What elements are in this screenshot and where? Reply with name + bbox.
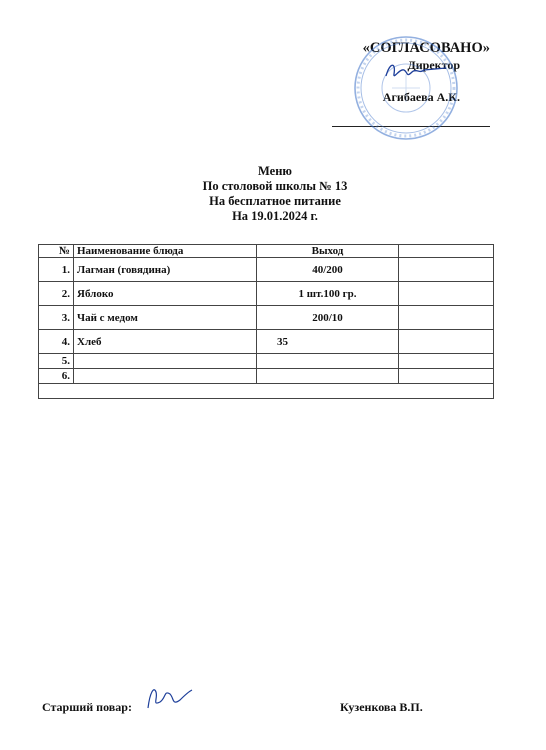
row-output: 200/10	[257, 306, 399, 330]
school-seal-stamp	[352, 34, 460, 142]
header-output: Выход	[257, 245, 399, 258]
header-extra	[399, 245, 494, 258]
row-num: 5.	[39, 354, 74, 369]
row-output: 40/200	[257, 258, 399, 282]
heading-school: По столовой школы № 13	[202, 179, 348, 193]
table-row	[39, 384, 494, 399]
row-num: 6.	[39, 369, 74, 384]
table-row	[39, 369, 494, 384]
row-output: 1 шт.100 гр.	[257, 282, 399, 306]
heading-title: Меню	[258, 164, 292, 178]
row-num: 4.	[39, 330, 74, 354]
header-num: №	[39, 245, 74, 258]
row-empty-merged	[39, 384, 494, 399]
approval-title: «СОГЛАСОВАНО»	[362, 40, 490, 56]
table-row	[39, 258, 494, 282]
row-output: 35	[257, 330, 399, 354]
row-num: 1.	[39, 258, 74, 282]
cook-signature	[142, 684, 196, 714]
row-output	[257, 369, 399, 384]
approval-name: Агибаева А.К.	[382, 90, 460, 104]
row-num: 3.	[39, 306, 74, 330]
heading-date: На 19.01.2024 г.	[232, 209, 318, 223]
menu-heading	[150, 164, 400, 224]
row-dish: Хлеб	[74, 330, 257, 354]
row-dish: Лагман (говядина)	[74, 258, 257, 282]
header-name: Наименование блюда	[74, 245, 257, 258]
cook-label: Старший повар:	[42, 700, 132, 714]
row-dish	[74, 369, 257, 384]
row-num: 2.	[39, 282, 74, 306]
row-extra	[399, 258, 494, 282]
row-extra	[399, 330, 494, 354]
table-row	[39, 330, 494, 354]
director-signature	[380, 58, 450, 84]
menu-table	[38, 244, 494, 399]
cook-name: Кузенкова В.П.	[340, 700, 423, 714]
table-row	[39, 354, 494, 369]
table-row	[39, 282, 494, 306]
approval-role: Директор	[407, 58, 460, 72]
row-extra	[399, 282, 494, 306]
row-extra	[399, 369, 494, 384]
row-extra	[399, 306, 494, 330]
row-output	[257, 354, 399, 369]
table-header-row	[39, 245, 494, 258]
heading-meal-type: На бесплатное питание	[209, 194, 341, 208]
row-extra	[399, 354, 494, 369]
row-dish: Чай с медом	[74, 306, 257, 330]
row-dish	[74, 354, 257, 369]
table-row	[39, 306, 494, 330]
row-dish: Яблоко	[74, 282, 257, 306]
